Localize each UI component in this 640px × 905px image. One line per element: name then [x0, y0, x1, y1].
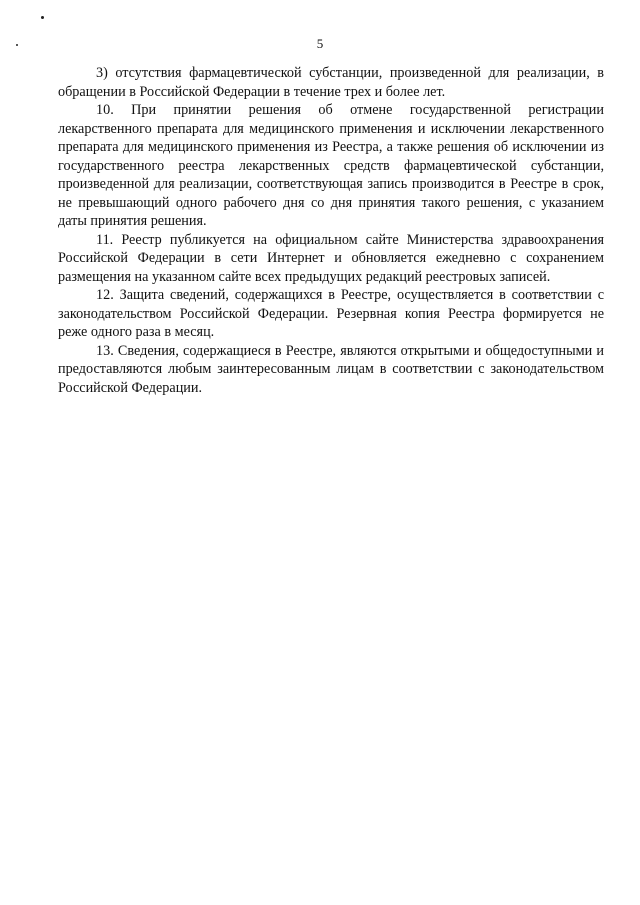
paragraph-clause-10: 10. При принятии решения об отмене государственной регистрации лекарственного препарата для медицинского применения и исключении лекарственного препарата для медицинского применения из Реестра, а также решения об исключении из государственного реестра лекарственных средств фармацевтической субстанции, произведенной для реализации, соответствующая запись производится в Реестре в срок, не превышающий одного рабочего дня со дня принятия такого решения, с указанием даты принятия решения. [58, 102, 604, 229]
page-number: 5 [316, 36, 324, 51]
scan-speck [41, 16, 44, 19]
paragraph-clause-13: 13. Сведения, содержащиеся в Реестре, являются открытыми и общедоступными и предоставляются любым заинтересованным лицам в соответствии с законодательством Российской Федерации. [58, 342, 604, 396]
document-body [58, 64, 604, 397]
paragraph-clause-12: 12. Защита сведений, содержащихся в Реестре, осуществляется в соответствии с законодательством Российской Федерации. Резервная копия Реестра формируется не реже одного раза в месяц. [58, 287, 604, 340]
paragraph-item-3: 3) отсутствия фармацевтической субстанции, произведенной для реализации, в обращении в Российской Федерации в течение трех и более лет. [58, 65, 604, 100]
paragraph-clause-11: 11. Реестр публикуется на официальном сайте Министерства здравоохранения Российской Федерации в сети Интернет и обновляется ежедневно с сохранением размещения на указанном сайте всех предыдущих редакций реестровых записей. [58, 231, 604, 285]
